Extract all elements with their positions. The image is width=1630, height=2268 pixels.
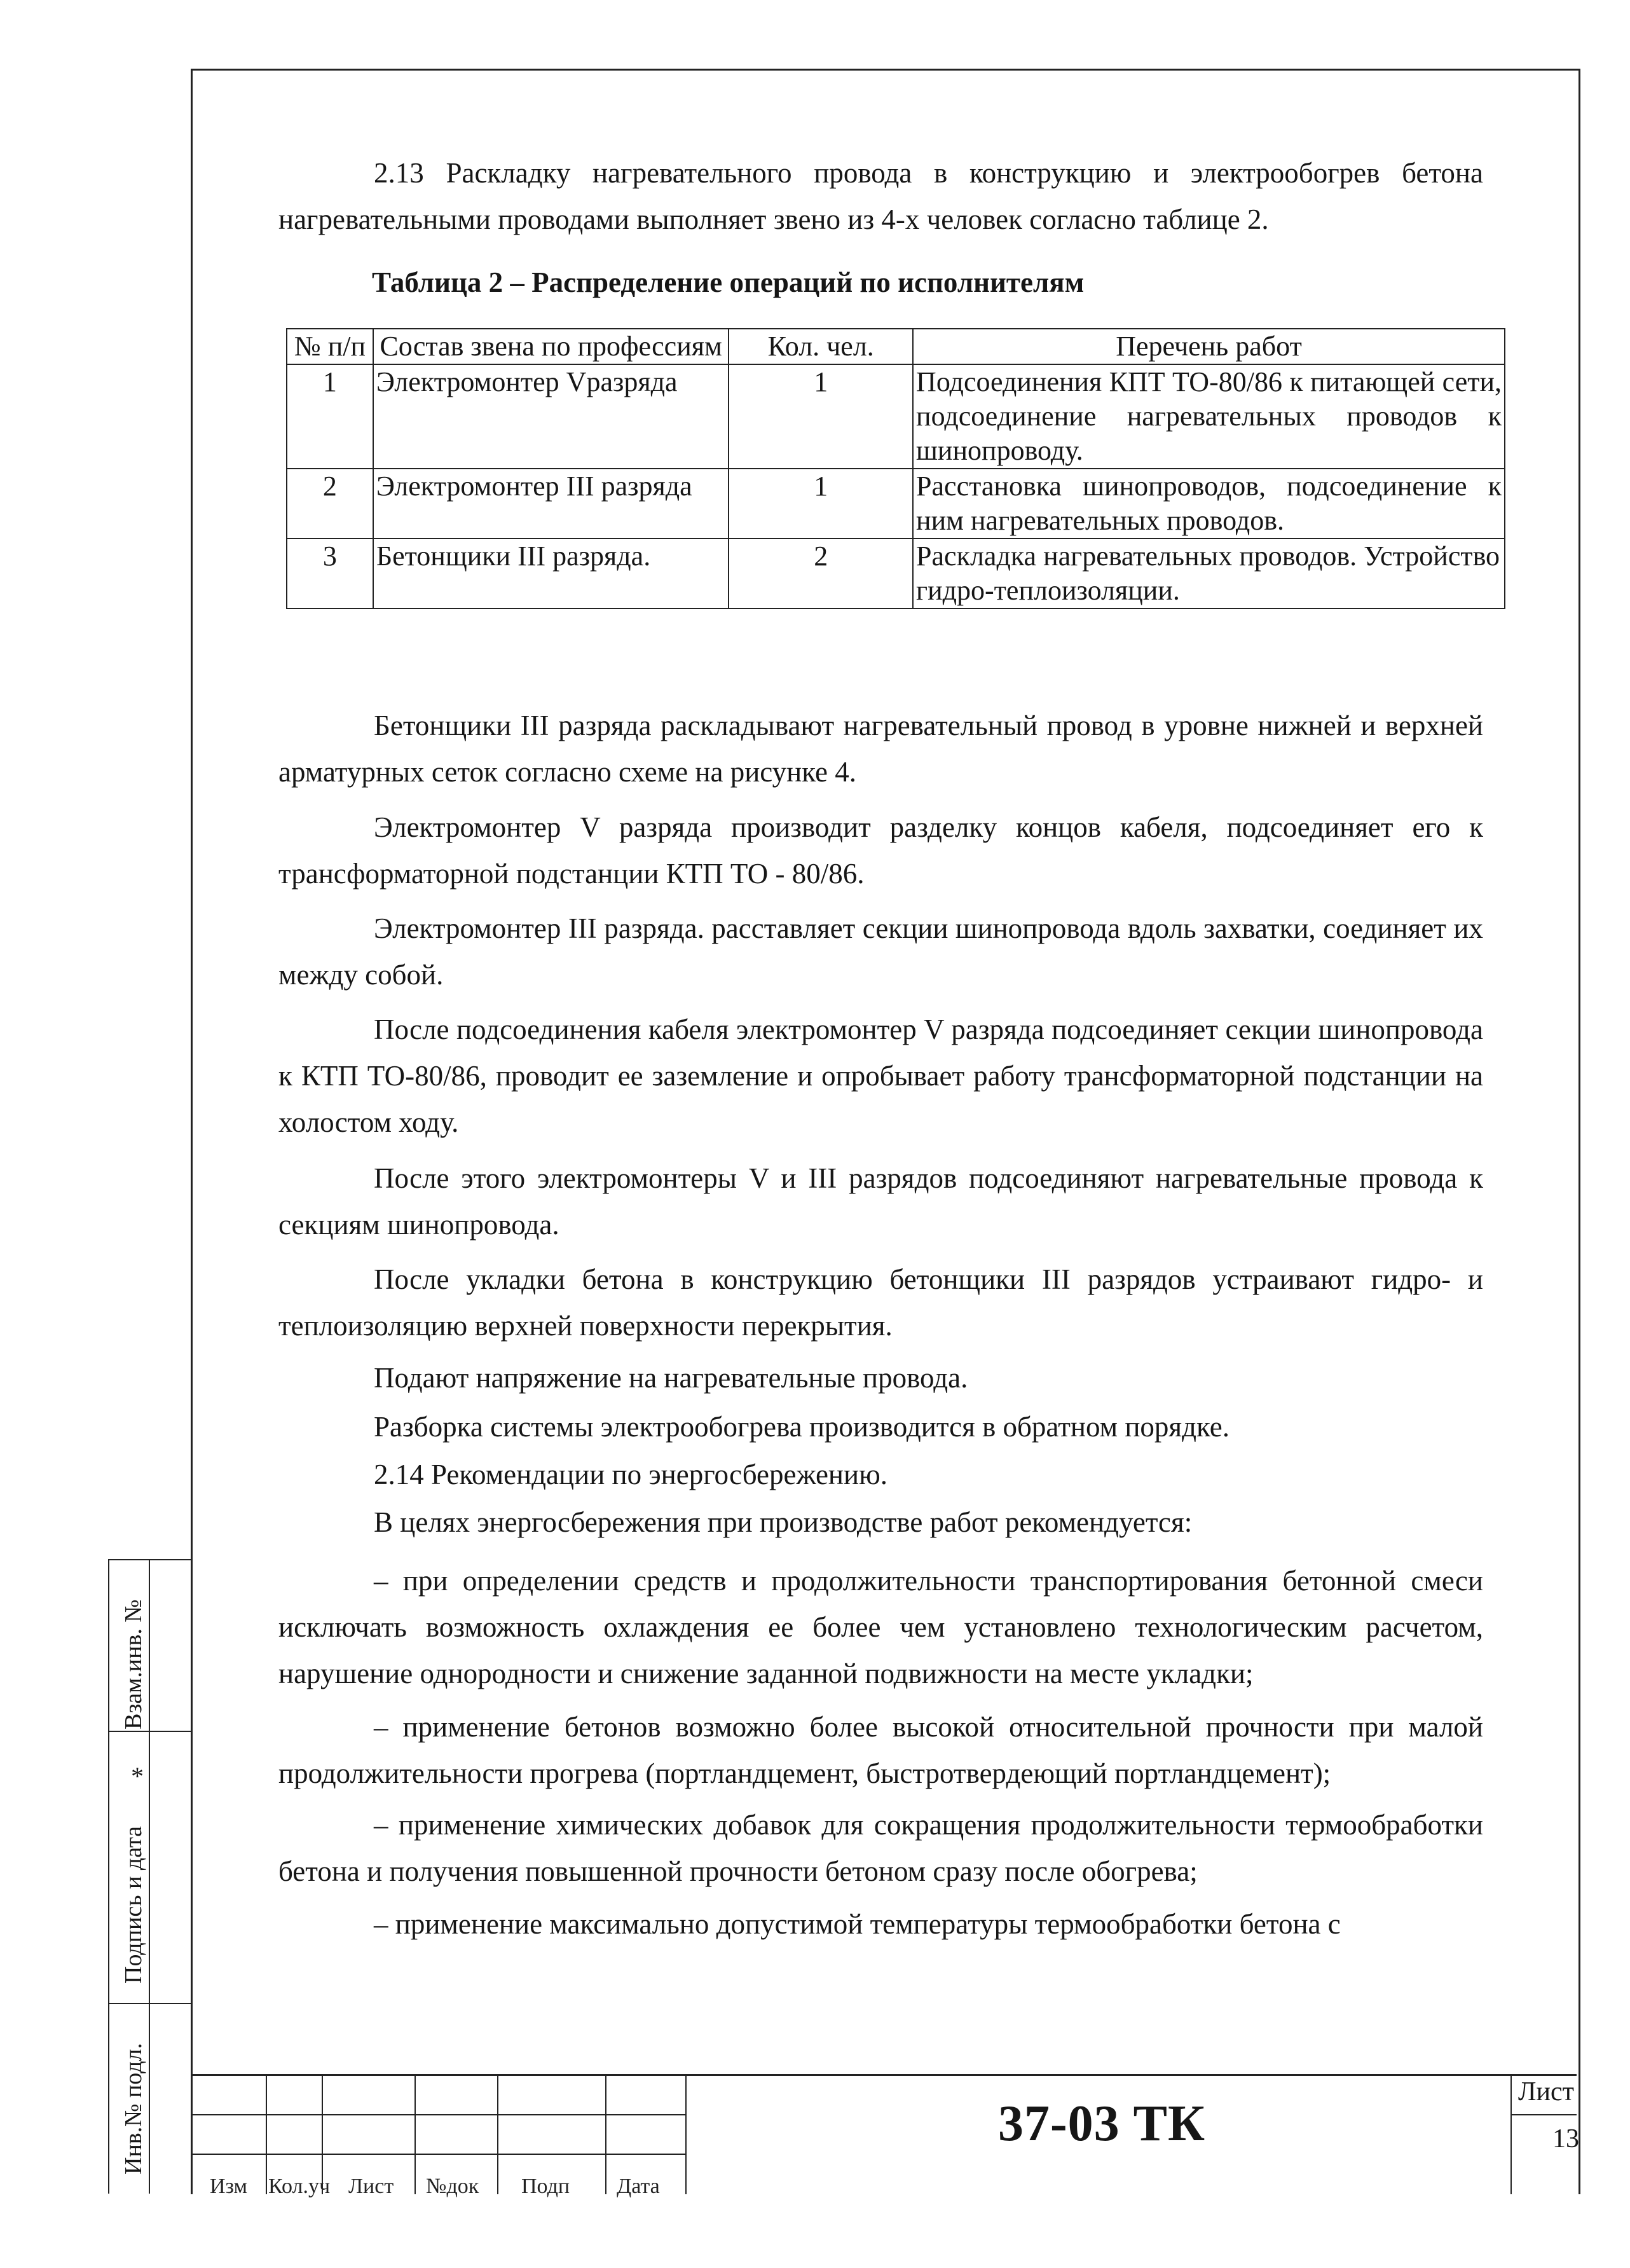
paragraph-energy-intro: В целях энергосбережения при производстве работ рекомендуется:: [374, 1506, 1193, 1538]
title-block-divider: [1510, 2076, 1512, 2194]
col-header-works: Перечень работ: [913, 329, 1505, 364]
document-code: 37-03 ТК: [998, 2096, 1206, 2152]
stamp-head: Лист: [348, 2175, 394, 2198]
row-crew: Бетонщики III разряда.: [373, 539, 729, 608]
stamp-head: Дата: [617, 2175, 660, 2198]
table-row: [287, 364, 1505, 469]
paragraph-electrician-iii: Электромонтер III разряда. расставляет секции шинопровода вдоль захватки, соединяет их между собой.: [278, 912, 1483, 991]
row-num: 2: [287, 469, 373, 539]
row-num: 1: [287, 364, 373, 469]
row-count: 1: [729, 364, 913, 469]
bullet-high-strength: – применение бетонов возможно более высокой относительной прочности при малой продолжительности прогрева (портландцемент, быстротвердеющий портландцемент);: [278, 1711, 1483, 1789]
col-header-num: № п/п: [287, 329, 373, 364]
sidebar-label-replacement-inv: Взам.инв. №: [120, 1599, 147, 1729]
asterisk-mark: *: [131, 1762, 144, 1790]
sheet-number: 13: [1552, 2124, 1579, 2154]
title-block-divider: [191, 2114, 685, 2115]
paragraph-concrete-workers: Бетонщики III разряда раскладывают нагревательный провод в уровне нижней и верхней арматурных сеток согласно схеме на рисунке 4.: [278, 710, 1483, 788]
row-count: 2: [729, 539, 913, 608]
row-crew: Электромонтер Vразряда: [373, 364, 729, 469]
row-num: 3: [287, 539, 373, 608]
sidebar-divider: [149, 1560, 150, 2194]
section-2-14-heading: 2.14 Рекомендации по энергосбережению.: [374, 1459, 887, 1490]
row-works: Расстановка шинопроводов, подсоединение к ним нагревательных проводов.: [913, 469, 1505, 539]
table-header-row: [287, 329, 1505, 364]
title-block-column-heads: [191, 2175, 687, 2200]
sidebar-label-original-inv: Инв.№ подл.: [120, 2042, 147, 2175]
sidebar-divider: [109, 1731, 192, 1732]
col-header-crew: Состав звена по профессиям: [373, 329, 729, 364]
stamp-head: Кол.уч: [268, 2175, 331, 2198]
row-works: Раскладка нагревательных проводов. Устройство гидро-теплоизоляции.: [913, 539, 1505, 608]
paragraph-2-13: 2.13 Раскладку нагревательного провода в конструкцию и электрообогрев бетона нагревательными проводами выполняет звено из 4-х человек согласно таблице 2.: [278, 157, 1483, 235]
sheet-label: Лист: [1518, 2077, 1574, 2106]
col-header-count: Кол. чел.: [729, 329, 913, 364]
stamp-head: Подп: [521, 2175, 570, 2198]
row-count: 1: [729, 469, 913, 539]
operations-table: [286, 328, 1505, 609]
sidebar-label-signature-date: Подпись и дата: [120, 1825, 147, 1984]
paragraph-voltage: Подают напряжение на нагревательные провода.: [374, 1362, 968, 1394]
stamp-head: №док: [426, 2175, 479, 2198]
title-block-divider: [1510, 2114, 1577, 2115]
row-works: Подсоединения КПТ ТО-80/86 к питающей сети, подсоединение нагревательных проводов к шинопроводу.: [913, 364, 1505, 469]
paragraph-cable-connection: После подсоединения кабеля электромонтер V разряда подсоединяет секции шинопровода к КТП ТО-80/86, проводит ее заземление и опробывает работу трансформаторной подстанции на холостом ходу.: [278, 1014, 1483, 1138]
title-block-divider: [191, 2154, 685, 2155]
table-row: [287, 539, 1505, 608]
stamp-head: Изм: [210, 2175, 248, 2198]
table-caption: Таблица 2 – Распределение операций по исполнителям: [372, 266, 1085, 298]
paragraph-heating-wires: После этого электромонтеры V и III разрядов подсоединяют нагревательные провода к секциям шинопровода.: [278, 1162, 1483, 1241]
paragraph-insulation: После укладки бетона в конструкцию бетонщики III разрядов устраивают гидро- и теплоизоляцию верхней поверхности перекрытия.: [278, 1263, 1483, 1342]
bullet-max-temperature: – применение максимально допустимой температуры термообработки бетона с: [374, 1908, 1341, 1940]
table-row: [287, 469, 1505, 539]
row-crew: Электромонтер III разряда: [373, 469, 729, 539]
bullet-chemical-additives: – применение химических добавок для сокращения продолжительности термообработки бетона и получения повышенной прочности бетоном сразу после обогрева;: [278, 1809, 1483, 1887]
paragraph-electrician-v: Электромонтер V разряда производит разделку концов кабеля, подсоединяет его к трансформаторной подстанции КТП ТО - 80/86.: [278, 811, 1483, 890]
bullet-transport: – при определении средств и продолжительности транспортирования бетонной смеси исключать возможность охлаждения ее более чем установлено технологическим расчетом, нарушение однородности и снижение заданной подвижности на месте укладки;: [278, 1565, 1483, 1689]
sidebar-divider: [109, 2003, 192, 2004]
paragraph-disassembly: Разборка системы электрообогрева производится в обратном порядке.: [374, 1411, 1229, 1443]
